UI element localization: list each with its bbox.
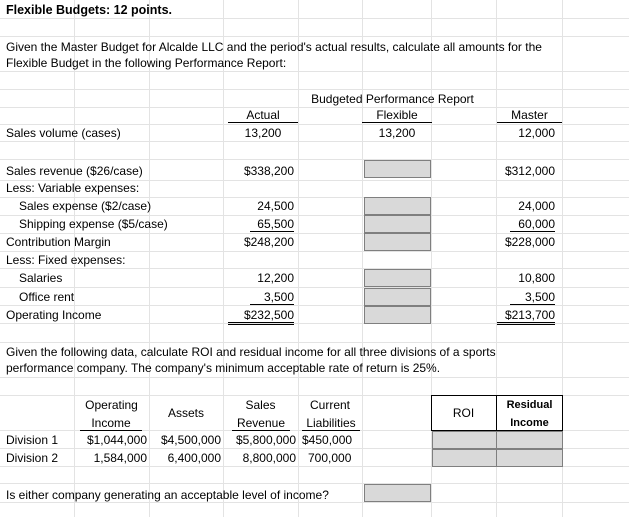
office-rent-actual: 3,500 — [250, 290, 294, 305]
division-2-name: Division 2 — [6, 451, 59, 465]
office-rent-flexible-input[interactable] — [364, 288, 431, 306]
header-current-line1: Current — [309, 398, 350, 412]
column-header-master: Master — [497, 108, 562, 123]
contribution-margin-label: Contribution Margin — [6, 235, 111, 249]
contribution-margin-actual: $248,200 — [243, 235, 294, 249]
header-residual-line1: Residual — [506, 399, 553, 411]
page-title: Flexible Budgets: 12 points. — [6, 3, 172, 17]
sales-expense-flexible-input[interactable] — [364, 197, 431, 215]
roi-instructions-line-1: Given the following data, calculate ROI and residual income for all three divisions of a sports — [6, 345, 496, 359]
operating-income-master: $213,700 — [497, 308, 555, 325]
header-sales-line2: Revenue — [232, 416, 290, 431]
sales-expense-actual: 24,500 — [257, 199, 294, 213]
division-1-assets: $4,500,000 — [160, 433, 221, 447]
sales-expense-master: 24,000 — [518, 199, 555, 213]
operating-income-flexible-input[interactable] — [364, 306, 431, 324]
salaries-actual: 12,200 — [257, 271, 294, 285]
contribution-margin-flexible-input[interactable] — [364, 233, 431, 251]
division-1-sales-revenue: $5,800,000 — [235, 433, 296, 447]
sales-volume-label: Sales volume (cases) — [6, 126, 121, 140]
operating-income-label: Operating Income — [6, 308, 102, 322]
column-header-actual: Actual — [228, 108, 298, 123]
shipping-expense-master: 60,000 — [510, 217, 555, 232]
division-1-operating-income: $1,044,000 — [86, 433, 147, 447]
shipping-expense-actual: 65,500 — [250, 217, 294, 232]
operating-income-actual: $232,500 — [228, 308, 294, 325]
division-2-sales-revenue: 8,800,000 — [242, 451, 296, 465]
header-operating-line1: Operating — [85, 398, 138, 412]
salaries-master: 10,800 — [518, 271, 555, 285]
sales-revenue-actual: $338,200 — [243, 164, 294, 178]
division-1-current-liabilities: $450,000 — [302, 433, 353, 447]
acceptable-income-question: Is either company generating an acceptable level of income? — [6, 488, 329, 502]
header-current-line2: Liabilities — [302, 416, 360, 431]
acceptable-income-answer-input[interactable] — [364, 484, 431, 502]
salaries-label: Salaries — [19, 271, 63, 285]
header-operating-line2: Income — [80, 416, 142, 431]
division-1-residual-income-input[interactable] — [496, 431, 563, 449]
shipping-expense-flexible-input[interactable] — [364, 215, 431, 233]
header-roi: ROI — [452, 406, 475, 420]
less-fixed-label: Less: Fixed expenses: — [6, 253, 126, 267]
roi-instructions-line-2: performance company. The company's minimum acceptable rate of return is 25%. — [6, 361, 441, 375]
division-2-residual-income-input[interactable] — [496, 449, 563, 467]
contribution-margin-master: $228,000 — [504, 235, 555, 249]
sales-revenue-flexible-input[interactable] — [364, 160, 431, 178]
column-header-flexible: Flexible — [362, 108, 432, 123]
instructions-line-1: Given the Master Budget for Alcalde LLC and the period's actual results, calculate all amounts for the — [6, 40, 542, 54]
sales-volume-actual: 13,200 — [244, 126, 282, 140]
division-2-assets: 6,400,000 — [167, 451, 221, 465]
report-heading: Budgeted Performance Report — [311, 92, 474, 106]
office-rent-master: 3,500 — [510, 290, 555, 305]
division-2-roi-input[interactable] — [432, 449, 497, 467]
sales-revenue-master: $312,000 — [504, 164, 555, 178]
header-assets: Assets — [167, 406, 204, 420]
sales-revenue-label: Sales revenue ($26/case) — [6, 164, 143, 178]
less-variable-label: Less: Variable expenses: — [6, 181, 140, 195]
division-1-roi-input[interactable] — [432, 431, 497, 449]
sales-volume-flexible: 13,200 — [378, 126, 416, 140]
header-sales-line1: Sales — [245, 398, 276, 412]
division-2-operating-income: 1,584,000 — [93, 451, 147, 465]
instructions-line-2: Flexible Budget in the following Performance Report: — [6, 56, 287, 70]
office-rent-label: Office rent — [19, 290, 75, 304]
sales-volume-master: 12,000 — [518, 126, 555, 140]
sales-expense-label: Sales expense ($2/case) — [19, 199, 152, 213]
salaries-flexible-input[interactable] — [364, 269, 431, 287]
division-2-current-liabilities: 700,000 — [308, 451, 352, 465]
shipping-expense-label: Shipping expense ($5/case) — [19, 217, 168, 231]
division-1-name: Division 1 — [6, 433, 59, 447]
header-residual-line2: Income — [510, 417, 549, 429]
